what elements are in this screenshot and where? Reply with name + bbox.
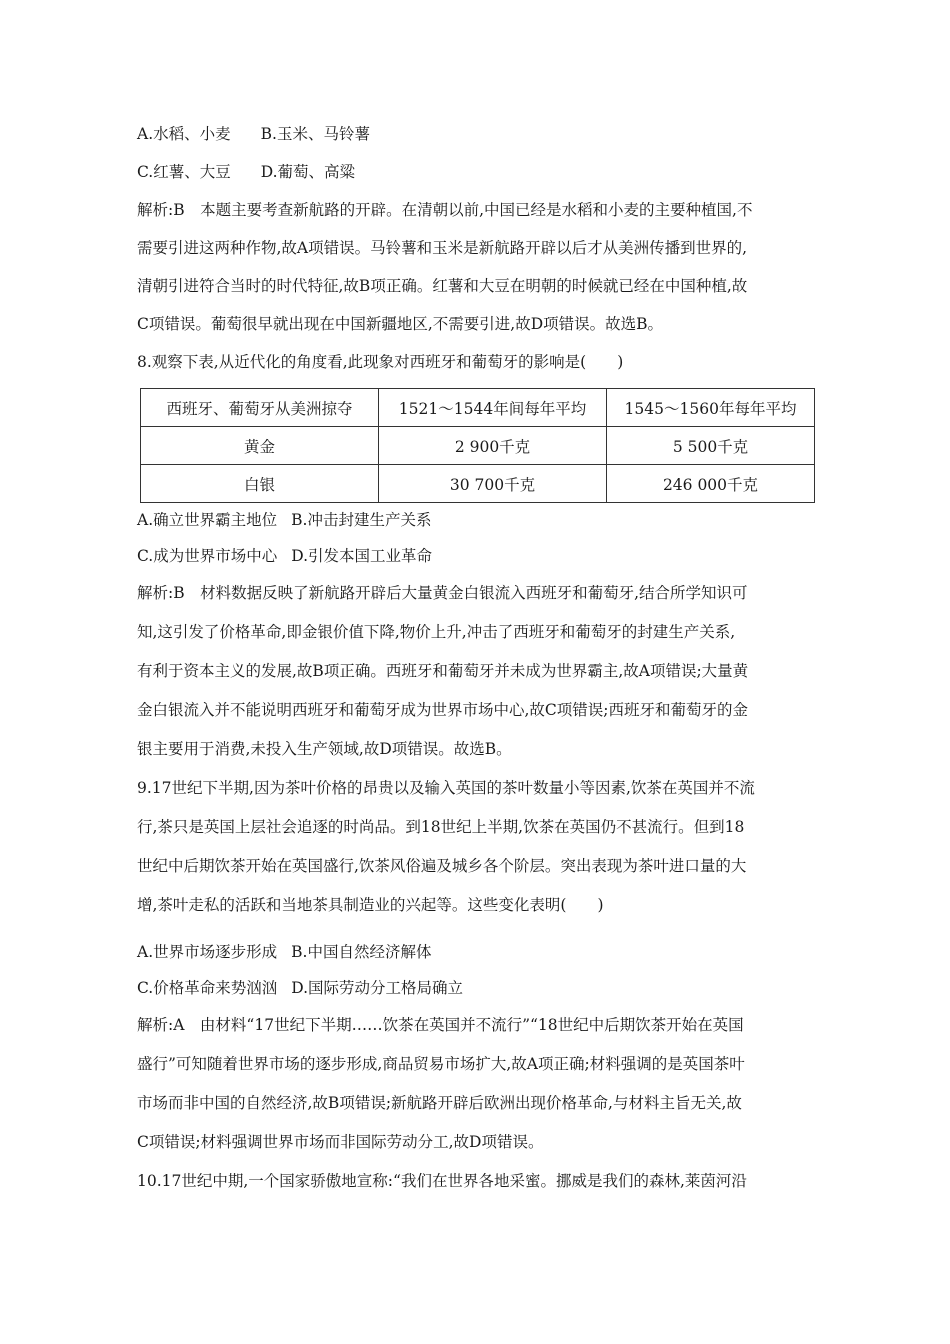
table-header-cell: 1545～1560年每年平均	[607, 389, 815, 427]
q9-options-row-2	[137, 977, 817, 999]
table-header-cell: 1521～1544年间每年平均	[379, 389, 607, 427]
q8-options-row-2	[137, 545, 817, 567]
q9-option-b: B.中国自然经济解体	[291, 943, 432, 961]
q8-options-row-1	[137, 509, 817, 531]
q9-question-line: 9.17世纪下半期,因为茶叶价格的昂贵以及输入英国的茶叶数量小等因素,饮茶在英国并不流	[137, 779, 755, 797]
table-cell: 白银	[141, 465, 379, 503]
q8-analysis-line: 金白银流入并不能说明西班牙和葡萄牙成为世界市场中心,故C项错误;西班牙和葡萄牙的金	[137, 701, 749, 719]
q7-analysis-line: 需要引进这两种作物,故A项错误。马铃薯和玉米是新航路开辟以后才从美洲传播到世界的,	[137, 239, 748, 257]
q8-analysis-line: 知,这引发了价格革命,即金银价值下降,物价上升,冲击了西班牙和葡萄牙的封建生产关系,	[137, 623, 736, 641]
q8-question: 8.观察下表,从近代化的角度看,此现象对西班牙和葡萄牙的影响是( )	[137, 353, 624, 371]
q9-analysis-line: 解析:A 由材料“17世纪下半期……饮茶在英国并不流行”“18世纪中后期饮茶开始在英国	[137, 1016, 744, 1034]
q9-option-d: D.国际劳动分工格局确立	[291, 979, 464, 997]
q7-option-a: A.水稻、小麦	[137, 125, 231, 143]
q9-option-a: A.世界市场逐步形成	[137, 943, 278, 961]
q7-options-row-2	[137, 161, 817, 183]
q7-option-b: B.玉米、马铃薯	[260, 125, 370, 143]
table-cell: 30 700千克	[379, 465, 607, 503]
table-row	[141, 427, 815, 465]
q7-option-d: D.葡萄、高粱	[260, 163, 356, 181]
q7-option-c: C.红薯、大豆	[137, 163, 231, 181]
q9-question-line: 行,茶只是英国上层社会追逐的时尚品。到18世纪上半期,饮茶在英国仍不甚流行。但到18	[137, 818, 745, 836]
table-cell: 246 000千克	[607, 465, 815, 503]
q9-analysis-line: 盛行”可知随着世界市场的逐步形成,商品贸易市场扩大,故A项正确;材料强调的是英国茶叶	[137, 1055, 745, 1073]
q8-option-b: B.冲击封建生产关系	[291, 511, 432, 529]
table-cell: 5 500千克	[607, 427, 815, 465]
table-header-row	[141, 389, 815, 427]
table-cell: 黄金	[141, 427, 379, 465]
q9-option-c: C.价格革命来势汹汹	[137, 979, 278, 997]
q9-analysis-line: 市场而非中国的自然经济,故B项错误;新航路开辟后欧洲出现价格革命,与材料主旨无关,故	[137, 1094, 742, 1112]
table-cell: 2 900千克	[379, 427, 607, 465]
q8-analysis-line: 有利于资本主义的发展,故B项正确。西班牙和葡萄牙并未成为世界霸主,故A项错误;大量黄	[137, 662, 749, 680]
q10-question: 10.17世纪中期,一个国家骄傲地宣称:“我们在世界各地采蜜。挪威是我们的森林,莱茵河沿	[137, 1172, 747, 1190]
q8-data-table	[140, 388, 815, 503]
q9-options-row-1	[137, 941, 817, 963]
q8-analysis-line: 解析:B 材料数据反映了新航路开辟后大量黄金白银流入西班牙和葡萄牙,结合所学知识可	[137, 584, 748, 602]
table-row	[141, 465, 815, 503]
q9-question-line: 世纪中后期饮茶开始在英国盛行,饮茶风俗遍及城乡各个阶层。突出表现为茶叶进口量的大	[137, 857, 747, 875]
q8-option-a: A.确立世界霸主地位	[137, 511, 278, 529]
q7-analysis-line: C项错误。葡萄很早就出现在中国新疆地区,不需要引进,故D项错误。故选B。	[137, 315, 664, 333]
q8-option-c: C.成为世界市场中心	[137, 547, 278, 565]
q7-analysis-line: 解析:B 本题主要考查新航路的开辟。在清朝以前,中国已经是水稻和小麦的主要种植国,不	[137, 201, 753, 219]
q8-option-d: D.引发本国工业革命	[291, 547, 433, 565]
q7-options-row-1	[137, 123, 817, 145]
q7-analysis-line: 清朝引进符合当时的时代特征,故B项正确。红薯和大豆在明朝的时候就已经在中国种植,故	[137, 277, 748, 295]
q9-question-line: 增,茶叶走私的活跃和当地茶具制造业的兴起等。这些变化表明( )	[137, 896, 604, 914]
q8-analysis-line: 银主要用于消费,未投入生产领域,故D项错误。故选B。	[137, 740, 512, 758]
table-header-cell: 西班牙、葡萄牙从美洲掠夺	[141, 389, 379, 427]
q9-analysis-line: C项错误;材料强调世界市场而非国际劳动分工,故D项错误。	[137, 1133, 544, 1151]
